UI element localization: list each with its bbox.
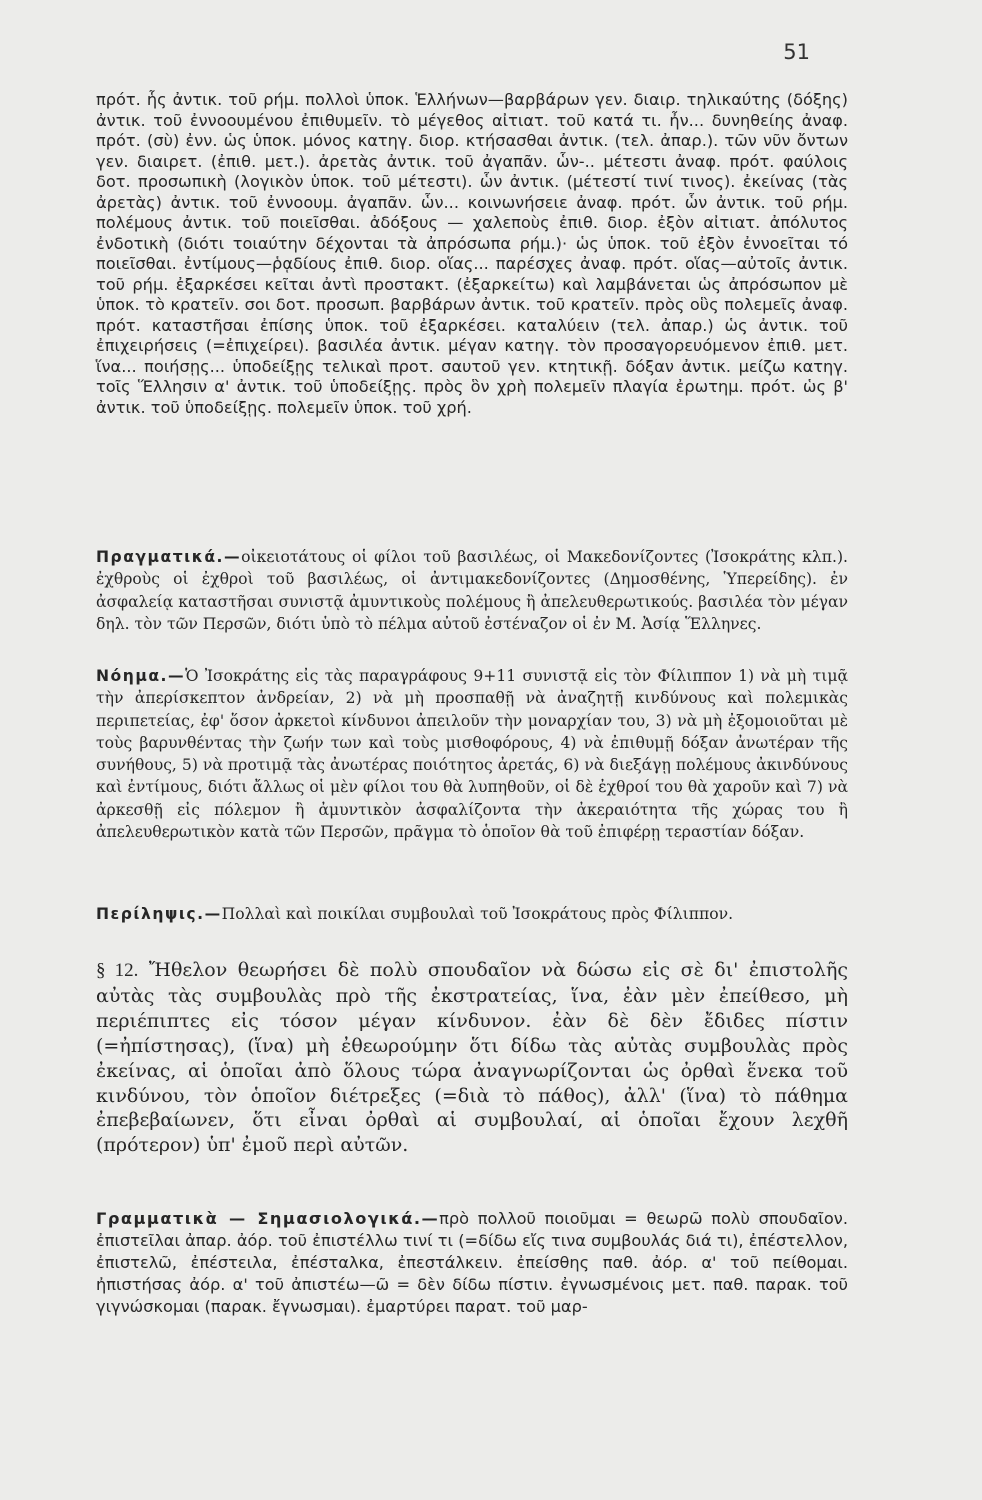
periliptis-heading: Περίληψις.— — [96, 905, 222, 923]
noima-text: Ὁ Ἰσοκράτης εἰς τὰς παραγράφους 9+11 συνιστᾷ εἰς τὸν Φίλιππον 1) νὰ μὴ τιμᾷ τὴν ἀπερίσκεπτον ἀνδρείαν, 2) νὰ μὴ προσπαθῇ νὰ ἀναζητῇ κινδύνους καὶ πολεμικὰς περιπετείας, ἐφ' ὅσον ἀρκετοὶ κίνδυνοι ἀπειλοῦν τὴν μοναρχίαν του, 3) νὰ μὴ ἐξομοιοῦται μὲ τοὺς βαρυνθέντας τὴν ζωήν των καὶ τοὺς μισθοφόρους, 4) νὰ ἐπιθυμῇ δόξαν ἀνωτέραν τῆς συνήθους, 5) νὰ προτιμᾷ τὰς ἀνωτέρας ποιότητος ἀρετάς, 6) νὰ διεξάγῃ πολέμους ἀκινδύνους καὶ ἐντίμους, διότι ἄλλως οἱ μὲν φίλοι του θὰ λυπηθοῦν, οἱ δὲ ἐχθροί του θὰ χαροῦν καὶ 7) νὰ ἀρκεσθῇ εἰς πόλεμον ἢ ἀμυντικὸν ἀσφαλίζοντα τὴν ἀκεραιότητα τῆς χώρας του ἢ ἀπελευθερωτικὸν κατὰ τῶν Περσῶν, πρᾶγμα τὸ ὁποῖον θὰ τοῦ ἐπιφέρῃ τεραστίαν δόξαν. — [96, 667, 848, 842]
noima-heading: Νόημα.— — [96, 667, 186, 685]
pragmatika-section — [96, 546, 848, 635]
periliptis-section — [96, 903, 848, 925]
noima-section — [96, 665, 848, 843]
pragmatika-paragraph — [96, 546, 848, 635]
grammatika-section — [96, 1208, 848, 1318]
periliptis-text: Πολλαὶ καὶ ποικίλαι συμβουλαὶ τοῦ Ἰσοκράτους πρὸς Φίλιππον. — [221, 905, 734, 923]
grammatika-paragraph — [96, 1208, 848, 1318]
grammatika-text: πρὸ πολλοῦ ποιοῦμαι = θεωρῶ πολὺ σπουδαῖον. ἐπιστεῖλαι ἀπαρ. ἀόρ. τοῦ ἐπιστέλλω τινί τι (=δίδω εἴς τινα συμβουλάς διά τι), ἐπέστελλον, ἐπιστελῶ, ἐπέστειλα, ἐπέσταλκα, ἐπεστάλκειν. ἐπείσθης παθ. ἀόρ. α' τοῦ πείθομαι. ἠπιστήσας ἀόρ. α' τοῦ ἀπιστέω—ῶ = δὲν δίδω πίστιν. ἐγνωσμένοις μετ. παθ. παρακ. τοῦ γιγνώσκομαι (παρακ. ἔγνωσμαι). ἐμαρτύρει παρατ. τοῦ μαρ- — [96, 1209, 848, 1316]
page-number: 51 — [783, 40, 810, 64]
section-12-paragraph — [96, 958, 848, 1158]
section-12 — [96, 958, 848, 1158]
syntax-gloss-text: πρότ. ἧς ἀντικ. τοῦ ρήμ. πολλοὶ ὑποκ. Ἑλλήνων—βαρβάρων γεν. διαιρ. τηλικαύτης (δόξης) ἀντικ. τοῦ ἐννοουμένου ἐπιθυμεῖν. τὸ μέγεθος αἰτιατ. τοῦ κατά τι. ἦν... δυνηθείης ἀναφ. πρότ. (σὺ) ἐνν. ὡς ὑποκ. μόνος κατηγ. διορ. κτήσασθαι ἀντικ. (τελ. ἀπαρ.). τῶν νῦν ὄντων γεν. διαιρετ. (ἐπιθ. μετ.). ἀρετὰς ἀντικ. τοῦ ἀγαπᾶν. ὧν-.. μέτεστι ἀναφ. πρότ. φαύλοις δοτ. προσωπικὴ (λογικὸν ὑποκ. τοῦ μέτεστι). ὧν ἀντικ. (μέτεστί τινί τινος). ἐκείνας (τὰς ἀρετὰς) ἀντικ. τοῦ ἐννοουμ. ἀγαπᾶν. ὧν... κοινωνήσειε ἀναφ. πρότ. ὧν ἀντικ. τοῦ ρήμ. πολέμους ἀντικ. τοῦ ποιεῖσθαι. ἀδόξους — χαλεποὺς ἐπιθ. διορ. ἐξὸν αἰτιατ. ἀπόλυτος ἐνδοτικὴ (διότι τοιαύτην δέχονται τὰ ἀπρόσωπα ρήμ.)· ὡς ὑποκ. τοῦ ἐξὸν ἐννοεῖται τό ποιεῖσθαι. ἐντίμους—ῥᾳδίους ἐπιθ. διορ. οἵας... παρέσχες ἀναφ. πρότ. οἵας—αὐτοῖς ἀντικ. τοῦ ρήμ. ἐξαρκέσει κεῖται ἀντὶ προστακτ. (ἐξαρκείτω) καὶ λαμβάνεται ὡς ἀπρόσωπον μὲ ὑποκ. τὸ κρατεῖν. σοι δοτ. προσωπ. βαρβάρων ἀντικ. τοῦ κρατεῖν. πρὸς οὓς πολεμεῖς ἀναφ. πρότ. καταστῆσαι ἐπίσης ὑποκ. τοῦ ἐξαρκέσει. καταλύειν (τελ. ἀπαρ.) ὡς ἀντικ. τοῦ ἐπιχειρήσεις (=ἐπιχείρει). βασιλέα ἀντικ. μέγαν κατηγ. τὸν προσαγορευόμενον ἐπιθ. μετ. ἵνα... ποιήσῃς... ὑποδείξῃς τελικαὶ προτ. σαυτοῦ γεν. κτητικῇ. δόξαν ἀντικ. μείζω κατηγ. τοῖς Ἕλλησιν α' ἀντικ. τοῦ ὑποδείξῃς. πρὸς ὃν χρὴ πολεμεῖν πλαγία ἐρωτημ. πρότ. ὡς β' ἀντικ. τοῦ ὑποδείξῃς. πολεμεῖν ὑποκ. τοῦ χρή. — [96, 90, 848, 417]
noima-paragraph — [96, 665, 848, 843]
grammatika-heading: Γραμματικὰ — Σημασιολογικά.— — [96, 1209, 440, 1228]
pragmatika-text: οἰκειοτάτους οἱ φίλοι τοῦ βασιλέως, οἱ Μακεδονίζοντες (Ἰσοκράτης κλπ.). ἐχθροὺς οἱ ἐχθροὶ τοῦ βασιλέως, οἱ ἀντιμακεδονίζοντες (Δημοσθένης, Ὑπερείδης). ἐν ἀσφαλείᾳ καταστῆσαι συνιστᾷ ἀμυντικοὺς πολέμους ἢ ἀπελευθερωτικούς. βασιλέα τὸν μέγαν δηλ. τὸν τῶν Περσῶν, διότι ὑπὸ τὸ πέλμα αὐτοῦ ἐστέναζον οἱ ἐν Μ. Ἀσίᾳ Ἕλληνες. — [96, 548, 848, 633]
periliptis-paragraph — [96, 903, 848, 925]
section-12-number: § 12. — [96, 960, 139, 981]
syntax-gloss-block — [96, 90, 848, 418]
pragmatika-heading: Πραγματικά.— — [96, 548, 242, 566]
section-12-text: Ἤθελον θεωρήσει δὲ πολὺ σπουδαῖον νὰ δώσω εἰς σὲ δι' ἐπιστολῆς αὐτὰς τὰς συμβουλὰς πρὸ τῆς ἐκστρατείας, ἵνα, ἐὰν μὲν ἐπείθεσο, μὴ περιέπιπτες εἰς τόσον μέγαν κίνδυνον. ἐὰν δὲ δὲν ἔδιδες πίστιν (=ἠπίστησας), (ἵνα) μὴ ἐθεωρούμην ὅτι δίδω τὰς αὐτὰς συμβουλὰς πρὸς ἐκείνας, αἱ ὁποῖαι ἀπὸ ὅλους τώρα ἀναγνωρίζονται ὡς ὀρθαὶ ἕνεκα τοῦ κινδύνου, τὸν ὁποῖον διέτρεξες (=διὰ τὸ πάθος), ἀλλ' (ἵνα) τὸ πάθημα ἐπεβεβαίωνεν, ὅτι εἶναι ὀρθαὶ αἱ συμβουλαί, αἱ ὁποῖαι ἔχουν λεχθῆ (πρότερον) ὑπ' ἐμοῦ περὶ αὐτῶν. — [96, 959, 848, 1157]
